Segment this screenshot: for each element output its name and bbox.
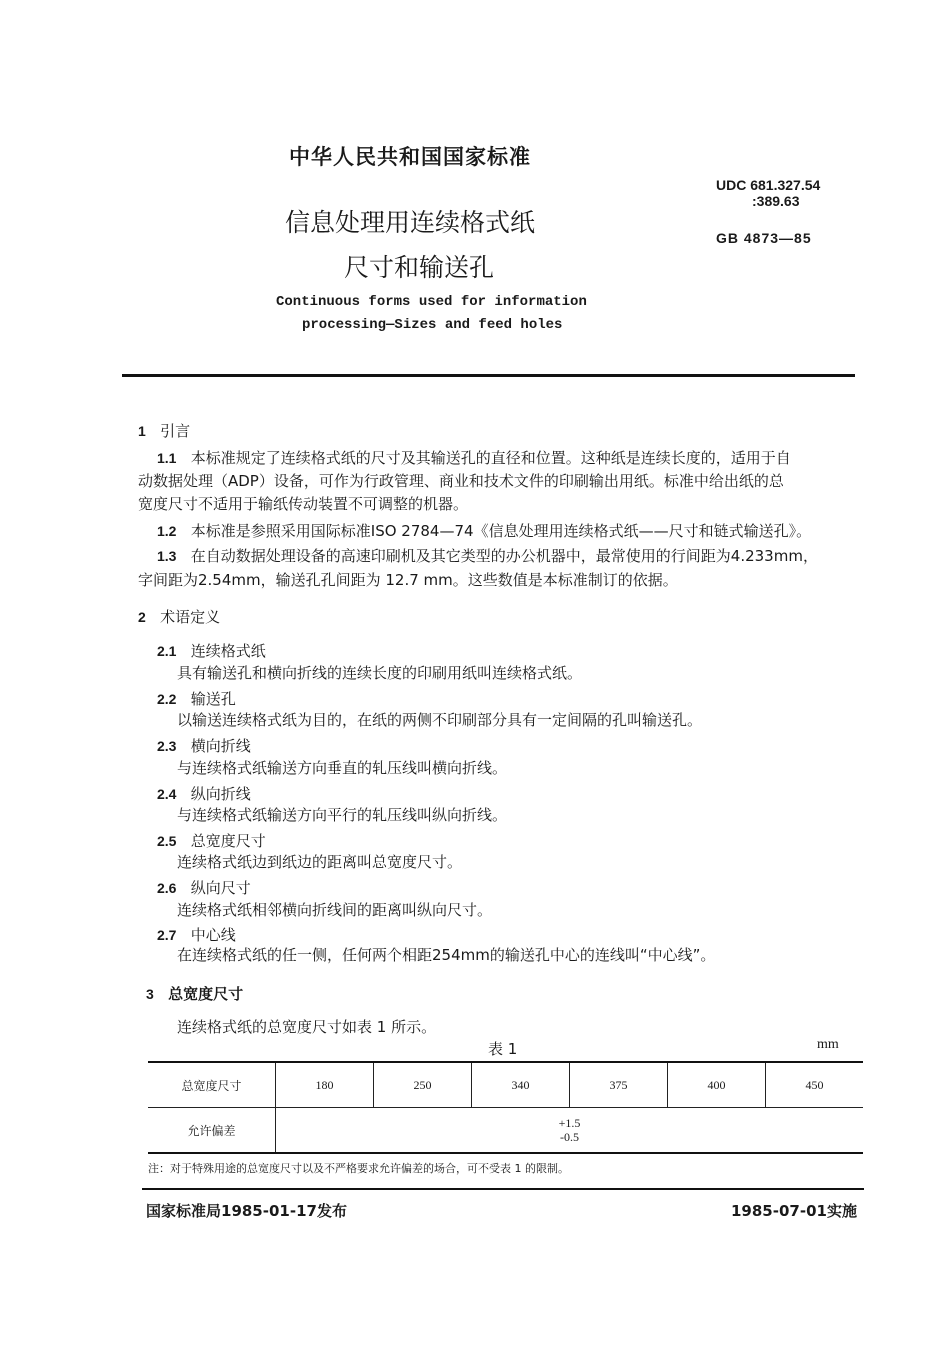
table-row: [148, 1062, 863, 1108]
width-cell: 250: [374, 1062, 472, 1108]
table-note: 注：对于特殊用途的总宽度尺寸以及不严格要求允许偏差的场合，可不受表 1 的限制。: [148, 1162, 569, 1175]
width-cell: 180: [276, 1062, 374, 1108]
doc-title-line2: 尺寸和输送孔: [344, 253, 495, 282]
term-2-2: 2.2 输送孔: [157, 690, 236, 708]
header-rule: [122, 374, 855, 377]
term-2-4-definition: 与连续格式纸输送方向平行的轧压线叫纵向折线。: [177, 806, 508, 824]
size-table: [148, 1061, 863, 1154]
english-title-line1: Continuous forms used for information: [276, 294, 587, 310]
para-1-3-line2: 字间距为2.54mm，输送孔孔间距为 12.7 mm。这些数值是本标准制订的依据。: [138, 571, 678, 589]
para-1-3: 1.3 在自动数据处理设备的高速印刷机及其它类型的办公机器中，最常使用的行间距为4.233mm，: [157, 547, 818, 565]
term-2-2-definition: 以输送连续格式纸为目的，在纸的两侧不印刷部分具有一定间隔的孔叫输送孔。: [177, 711, 703, 729]
table-row: [148, 1108, 863, 1154]
row-label-total-width: 总宽度尺寸: [148, 1062, 276, 1108]
term-2-6: 2.6 纵向尺寸: [157, 879, 251, 897]
issue-date: 国家标准局1985-01-17发布: [146, 1202, 347, 1220]
section-2-heading: 2 术语定义: [138, 608, 221, 626]
table-unit: mm: [817, 1037, 839, 1052]
width-cell: 450: [766, 1062, 864, 1108]
row-label-tolerance: 允许偏差: [148, 1108, 276, 1154]
para-1-2: 1.2 本标准是参照采用国际标准ISO 2784—74《信息处理用连续格式纸——尺寸和链式输送孔》。: [157, 522, 812, 540]
para-1-1-line3: 宽度尺寸不适用于输纸传动装置不可调整的机器。: [138, 495, 469, 513]
english-title-line2: processing—Sizes and feed holes: [302, 317, 563, 333]
para-1-1-line2: 动数据处理（ADP）设备，可作为行政管理、商业和技术文件的印刷输出用纸。标准中给出纸的总: [138, 472, 784, 490]
term-2-5-definition: 连续格式纸边到纸边的距离叫总宽度尺寸。: [177, 853, 463, 871]
para-1-1: 1.1 本标准规定了连续格式纸的尺寸及其输送孔的直径和位置。这种纸是连续长度的，适用于自: [157, 449, 791, 467]
section-1-heading: 1 引言: [138, 422, 191, 440]
term-2-4: 2.4 纵向折线: [157, 785, 251, 803]
effective-date: 1985-07-01实施: [731, 1202, 857, 1220]
country-standard-title: 中华人民共和国国家标准: [289, 145, 531, 169]
doc-title-line1: 信息处理用连续格式纸: [285, 208, 536, 237]
tolerance-minus: -0.5: [560, 1130, 579, 1144]
width-cell: 400: [668, 1062, 766, 1108]
term-2-3-definition: 与连续格式纸输送方向垂直的轧压线叫横向折线。: [177, 759, 508, 777]
term-2-1: 2.1 连续格式纸: [157, 642, 266, 660]
gb-code: GB 4873—85: [716, 230, 812, 246]
term-2-5: 2.5 总宽度尺寸: [157, 832, 266, 850]
section-3-intro: 连续格式纸的总宽度尺寸如表 1 所示。: [177, 1018, 437, 1036]
tolerance-cell: [276, 1108, 864, 1154]
term-2-6-definition: 连续格式纸相邻横向折线间的距离叫纵向尺寸。: [177, 901, 493, 919]
width-cell: 375: [570, 1062, 668, 1108]
tolerance-plus: +1.5: [558, 1116, 581, 1130]
term-2-1-definition: 具有输送孔和横向折线的连续长度的印刷用纸叫连续格式纸。: [177, 664, 583, 682]
width-cell: 340: [472, 1062, 570, 1108]
term-2-7-definition: 在连续格式纸的任一侧，任何两个相距254mm的输送孔中心的连线叫“中心线”。: [177, 946, 716, 964]
term-2-3: 2.3 横向折线: [157, 737, 251, 755]
term-2-7: 2.7 中心线: [157, 926, 236, 944]
table-caption: 表 1: [488, 1040, 518, 1058]
footer-rule: [142, 1188, 864, 1190]
udc-code: UDC 681.327.54: [716, 177, 821, 193]
section-3-heading: 3 总宽度尺寸: [146, 985, 244, 1003]
udc-code-suffix: :389.63: [752, 193, 800, 209]
